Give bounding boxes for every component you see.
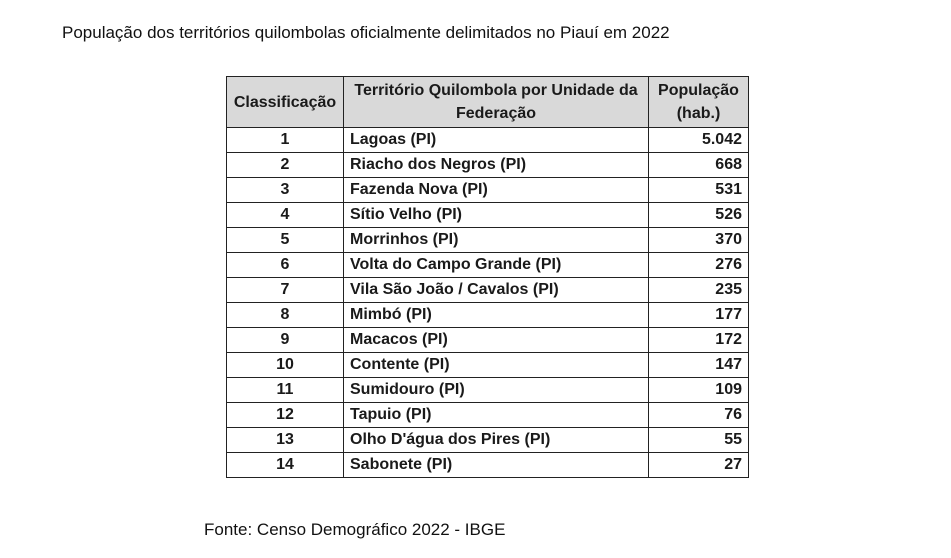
table-header: [227, 77, 749, 128]
cell-territory: Mimbó (PI): [344, 303, 649, 328]
cell-rank: 1: [227, 128, 344, 153]
cell-population: 177: [649, 303, 749, 328]
cell-territory: Tapuio (PI): [344, 403, 649, 428]
cell-population: 668: [649, 153, 749, 178]
table-row: [227, 378, 749, 403]
table-row: [227, 253, 749, 278]
cell-population: 526: [649, 203, 749, 228]
cell-population: 76: [649, 403, 749, 428]
cell-territory: Volta do Campo Grande (PI): [344, 253, 649, 278]
cell-rank: 6: [227, 253, 344, 278]
cell-rank: 7: [227, 278, 344, 303]
cell-territory: Riacho dos Negros (PI): [344, 153, 649, 178]
cell-population: 531: [649, 178, 749, 203]
table-row: [227, 153, 749, 178]
cell-population: 235: [649, 278, 749, 303]
cell-territory: Olho D'água dos Pires (PI): [344, 428, 649, 453]
cell-population: 370: [649, 228, 749, 253]
cell-territory: Vila São João / Cavalos (PI): [344, 278, 649, 303]
cell-population: 5.042: [649, 128, 749, 153]
table-row: [227, 228, 749, 253]
cell-population: 147: [649, 353, 749, 378]
table-row: [227, 328, 749, 353]
cell-territory: Macacos (PI): [344, 328, 649, 353]
cell-population: 55: [649, 428, 749, 453]
cell-rank: 9: [227, 328, 344, 353]
cell-rank: 10: [227, 353, 344, 378]
cell-territory: Contente (PI): [344, 353, 649, 378]
cell-rank: 8: [227, 303, 344, 328]
table-row: [227, 178, 749, 203]
cell-territory: Lagoas (PI): [344, 128, 649, 153]
cell-population: 276: [649, 253, 749, 278]
header-rank: Classificação: [227, 77, 344, 128]
table-row: [227, 303, 749, 328]
header-territory: Território Quilombola por Unidade da Federação: [344, 77, 649, 128]
table-row: [227, 353, 749, 378]
table-row: [227, 278, 749, 303]
table-row: [227, 403, 749, 428]
header-population: População (hab.): [649, 77, 749, 128]
table-body: [227, 128, 749, 478]
population-table: [226, 76, 749, 478]
population-table-container: [226, 76, 748, 478]
cell-rank: 14: [227, 453, 344, 478]
cell-rank: 2: [227, 153, 344, 178]
source-note: Fonte: Censo Demográfico 2022 - IBGE: [204, 520, 506, 539]
cell-rank: 13: [227, 428, 344, 453]
cell-rank: 3: [227, 178, 344, 203]
cell-population: 172: [649, 328, 749, 353]
header-row: [227, 77, 749, 128]
cell-territory: Fazenda Nova (PI): [344, 178, 649, 203]
document-title: População dos territórios quilombolas oficialmente delimitados no Piauí em 2022: [62, 23, 670, 42]
cell-population: 27: [649, 453, 749, 478]
cell-territory: Morrinhos (PI): [344, 228, 649, 253]
cell-population: 109: [649, 378, 749, 403]
cell-rank: 11: [227, 378, 344, 403]
cell-territory: Sumidouro (PI): [344, 378, 649, 403]
cell-rank: 4: [227, 203, 344, 228]
table-row: [227, 453, 749, 478]
table-row: [227, 203, 749, 228]
cell-rank: 5: [227, 228, 344, 253]
cell-territory: Sítio Velho (PI): [344, 203, 649, 228]
cell-territory: Sabonete (PI): [344, 453, 649, 478]
table-row: [227, 128, 749, 153]
cell-rank: 12: [227, 403, 344, 428]
table-row: [227, 428, 749, 453]
